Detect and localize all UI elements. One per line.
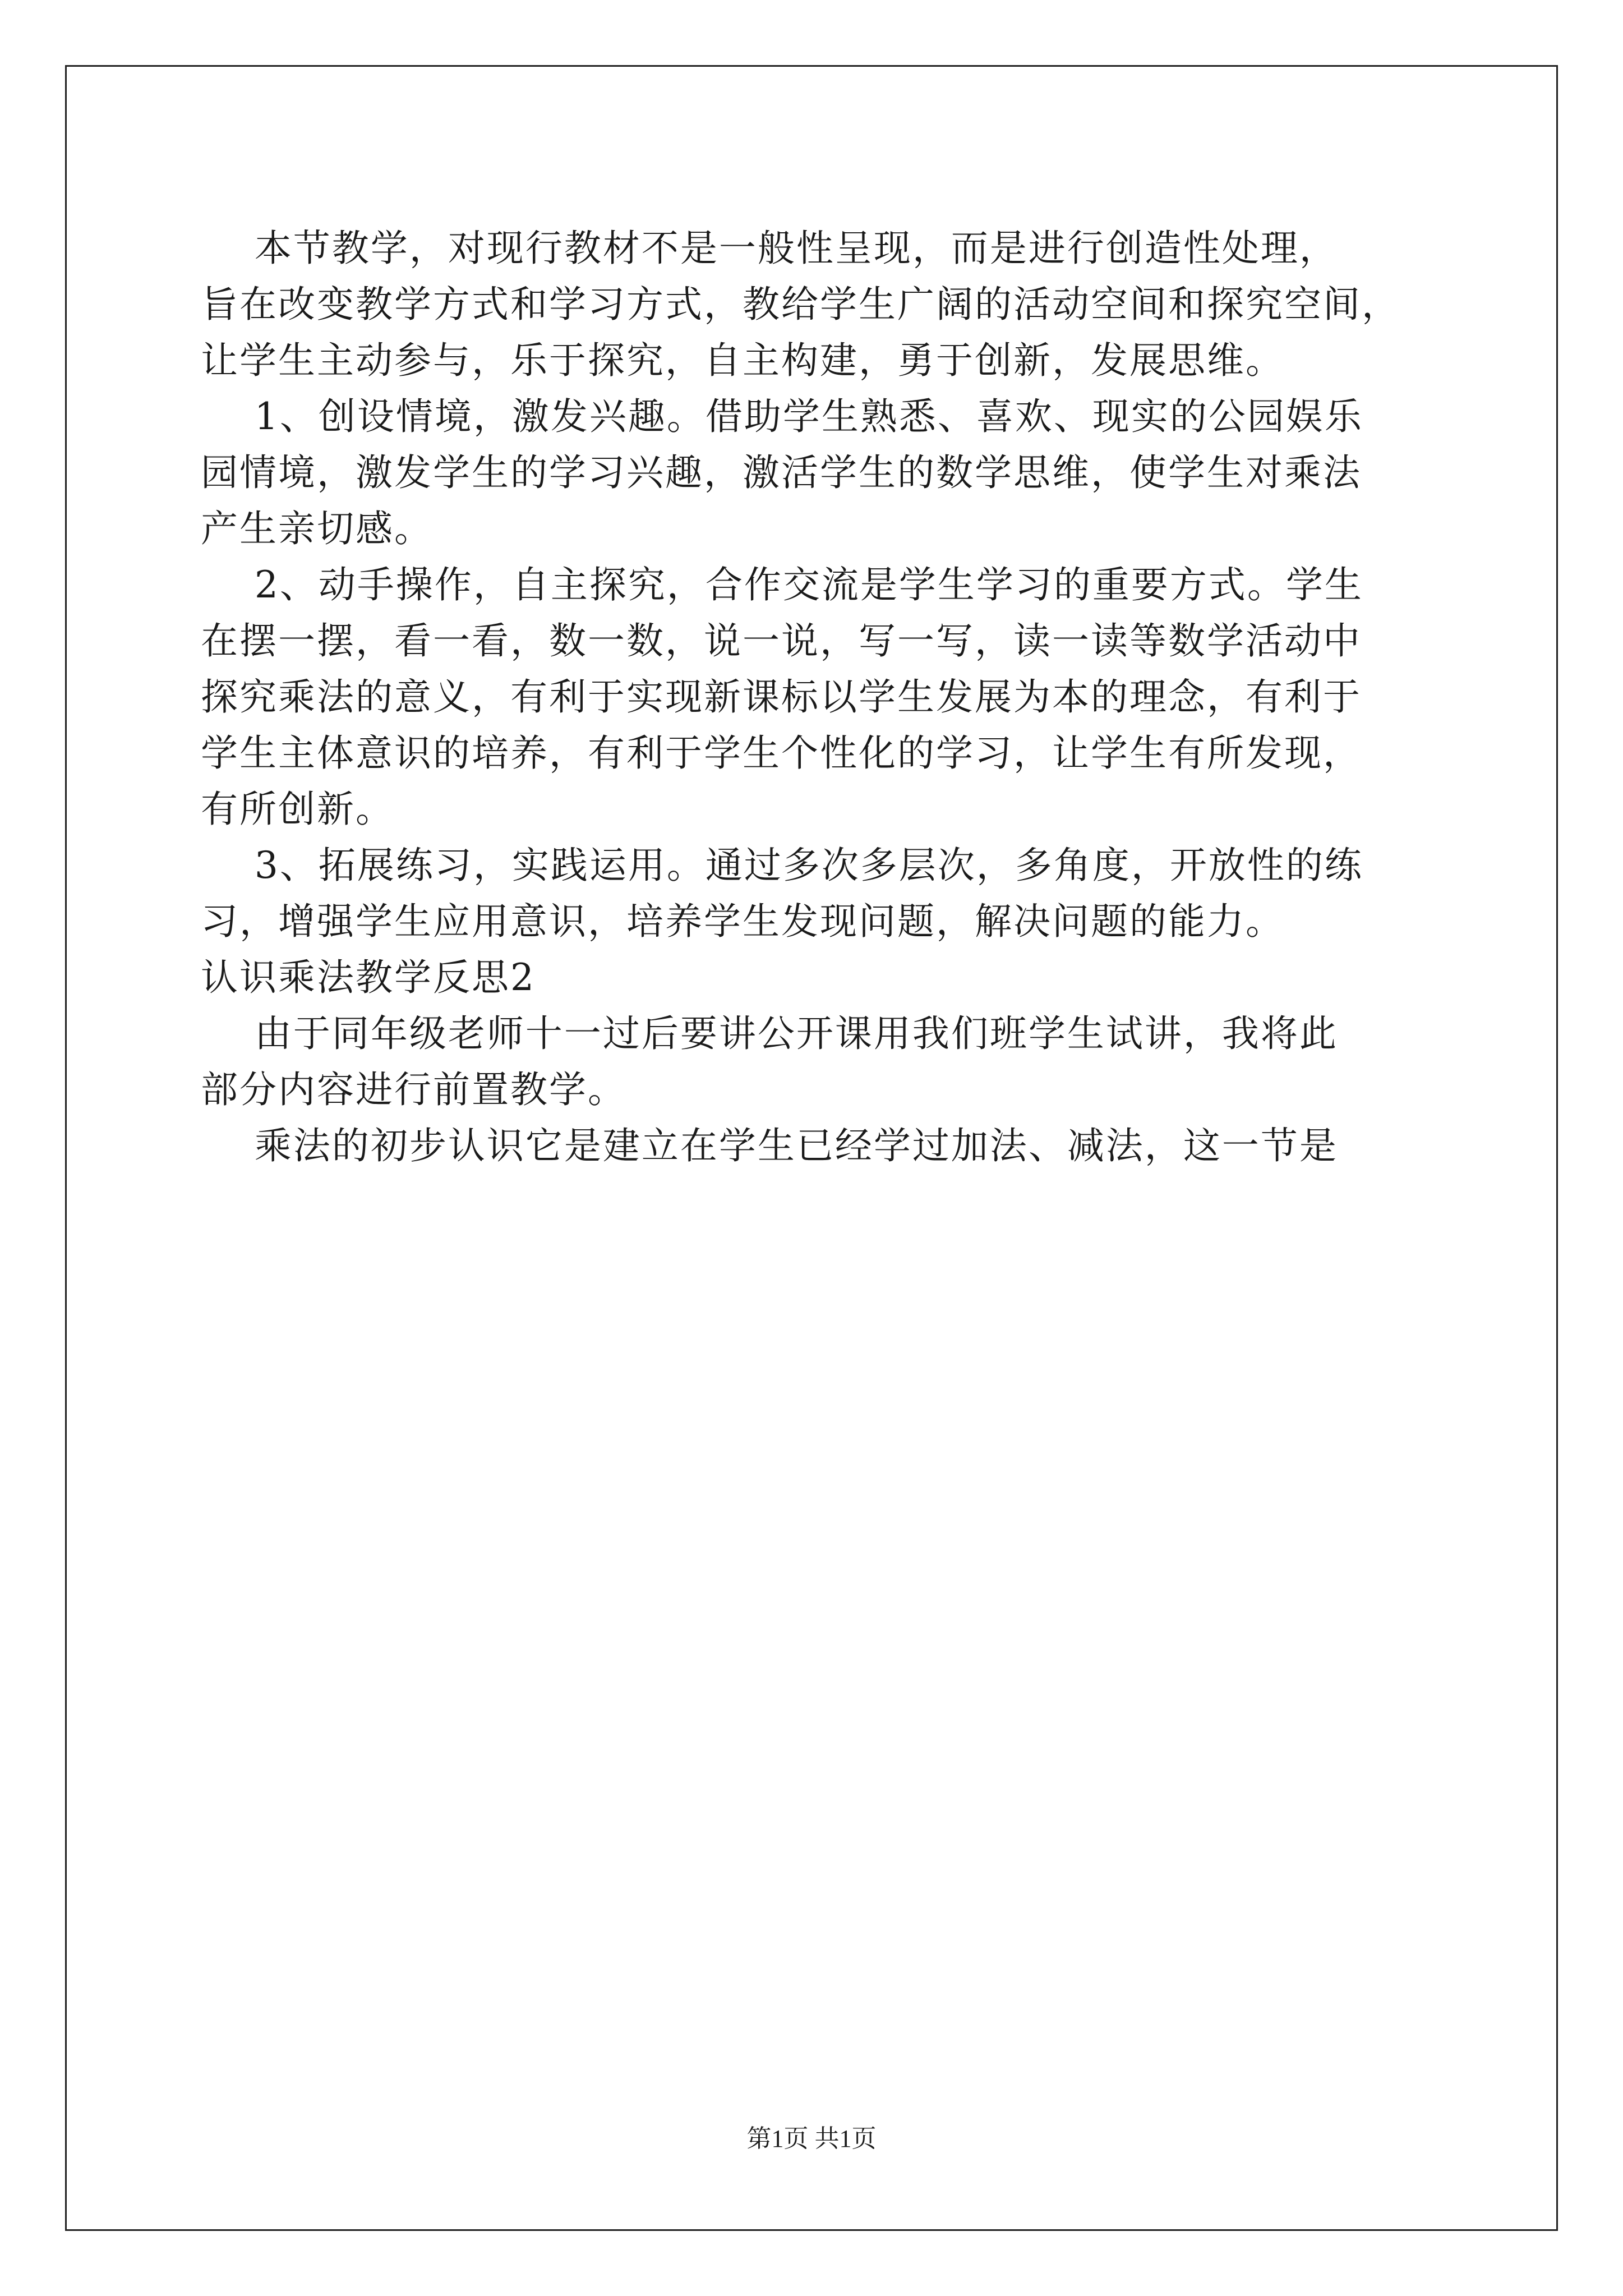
text-line: 探究乘法的意义，有利于实现新课标以学生发展为本的理念，有利于 [201,675,1362,719]
page-number-footer: 第1页 共1页 [746,2125,877,2152]
text-line: 在摆一摆，看一看，数一数，说一说，写一写，读一读等数学活动中 [201,619,1362,662]
text-line: 习，增强学生应用意识，培养学生发现问题，解决问题的能力。 [201,900,1284,943]
text-line: 让学生主动参与，乐于探究，自主构建，勇于创新，发展思维。 [201,339,1284,382]
section-heading: 认识乘法教学反思2 [201,956,536,999]
text-line: 部分内容进行前置教学。 [201,1068,626,1111]
text-line: 本节教学，对现行教材不是一般性呈现，而是进行创造性处理， [201,227,1338,270]
text-line: 学生主体意识的培养，有利于学生个性化的学习，让学生有所发现， [201,731,1362,775]
text-line: 2、动手操作，自主探究，合作交流是学生学习的重要方式。学生 [201,563,1363,606]
text-line: 乘法的初步认识它是建立在学生已经学过加法、减法，这一节是 [201,1124,1338,1167]
text-line: 产生亲切感。 [201,507,433,550]
text-line: 园情境，激发学生的学习兴趣，激活学生的数学思维，使学生对乘法 [201,451,1362,494]
text-line: 3、拓展练习，实践运用。通过多次多层次，多角度，开放性的练 [201,844,1363,887]
text-line: 旨在改变教学方式和学习方式，教给学生广阔的活动空间和探究空间， [201,283,1400,326]
document-body [201,220,1435,1226]
text-line: 由于同年级老师十一过后要讲公开课用我们班学生试讲，我将此 [201,1012,1338,1055]
text-line: 1、创设情境，激发兴趣。借助学生熟悉、喜欢、现实的公园娱乐 [201,395,1363,438]
text-line: 有所创新。 [201,788,394,831]
